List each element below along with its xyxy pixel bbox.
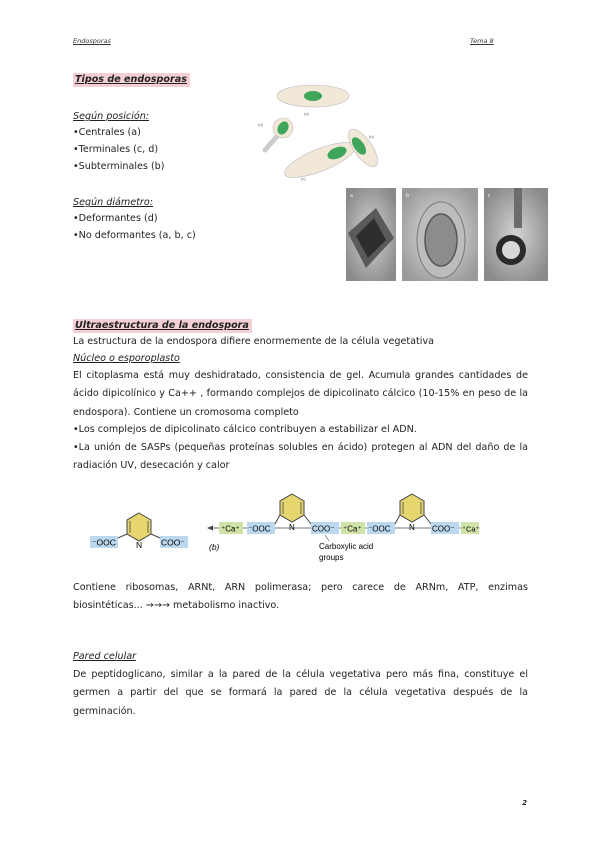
page-number: 2 — [522, 799, 527, 807]
pointer-line — [325, 535, 329, 541]
bullet-dipicolinato: •Los complejos de dipicolinato cálcico contribuyen a estabilizar el ADN. — [73, 424, 417, 435]
spore-central — [304, 91, 322, 101]
nucleo-heading: Núcleo o esporoplasto — [73, 353, 180, 364]
cell-subterminal — [281, 136, 360, 185]
figure-label: (c) — [301, 176, 306, 181]
chem-label-n: N — [409, 523, 415, 532]
figure-label-b: (b) — [209, 542, 220, 552]
header-right: Tema 8 — [470, 37, 494, 45]
posicion-heading: Según posición: — [73, 111, 150, 122]
list-item: •Subterminales (b) — [73, 161, 165, 172]
bullet-sasps: •La unión de SASPs (pequeñas proteínas solubles en ácido) protegen al ADN del daño de la radiación UV, desecación y calor — [73, 442, 528, 472]
figure-label: (b) — [369, 134, 374, 139]
chem-label-ooc: ⁻OOC — [248, 524, 271, 534]
spore-types-figure — [255, 80, 385, 190]
list-item: •Deformantes (d) — [73, 213, 158, 224]
chem-label-ca: ⁺Ca⁺ — [343, 524, 362, 534]
section-title-tipos: Tipos de endosporas — [73, 71, 190, 89]
cell-body — [514, 188, 522, 228]
pared-paragraph: De peptidoglicano, similar a la pared de la célula vegetativa pero más fina, constituye el germen a partir del que se formará la pared de la célula vegetativa después de la germinación. — [73, 669, 528, 717]
photo-label: a — [350, 193, 353, 199]
arrow-left — [207, 526, 213, 531]
dipicolinate-figure — [89, 490, 509, 570]
photo-label: c — [488, 193, 491, 199]
section-title-ultraestructura: Ultraestructura de la endospora — [73, 317, 252, 335]
header-left: Endosporas — [73, 37, 111, 45]
nucleo-paragraph: El citoplasma está muy deshidratado, consistencia de gel. Acumula grandes cantidades de ácido dipicolínico y Ca++ , formando complejos de dipicolinato cálcico (10-15% en peso de la endospora). Contiene un cromosoma completo — [73, 370, 528, 418]
photo-label: b — [406, 193, 409, 199]
ribosomas-paragraph: Contiene ribosomas, ARNt, ARN polimerasa; pero carece de ARNm, ATP, enzimas biosintéticas... →→→ metabolismo inactivo. — [73, 582, 528, 612]
chem-label-n: N — [289, 523, 295, 532]
list-item: •No deformantes (a, b, c) — [73, 230, 196, 241]
dipicolinate-ring — [275, 494, 311, 524]
chem-label-coo: COO⁻ — [161, 537, 185, 548]
list-item: •Centrales (a) — [73, 127, 141, 138]
figure-label: (a) — [304, 111, 309, 116]
carboxylic-label: Carboxylic acid — [319, 542, 374, 551]
micrographs — [346, 188, 548, 281]
diametro-heading: Según diámetro: — [73, 197, 153, 208]
chem-label-ca: ⁺Ca⁺ — [462, 524, 480, 534]
dipicolinate-ring — [395, 494, 431, 524]
chem-label-ca: ⁺Ca⁺ — [221, 524, 240, 534]
figure-label: (d) — [258, 122, 263, 127]
chem-label-coo: COO⁻ — [312, 524, 335, 534]
cell-terminal-bulged — [265, 118, 293, 150]
chem-label-coo: COO⁻ — [432, 524, 455, 534]
chem-label-ooc: ⁻OOC — [92, 537, 116, 548]
pared-heading: Pared celular — [73, 651, 137, 662]
chem-label-n: N — [136, 540, 143, 550]
groups-label: groups — [319, 553, 344, 562]
intro-text: La estructura de la endospora difiere enormemente de la célula vegetativa — [73, 336, 435, 347]
spore-core — [502, 241, 520, 259]
spore-core — [425, 214, 457, 266]
chem-label-ooc: ⁻OOC — [368, 524, 391, 534]
list-item: •Terminales (c, d) — [73, 144, 159, 155]
